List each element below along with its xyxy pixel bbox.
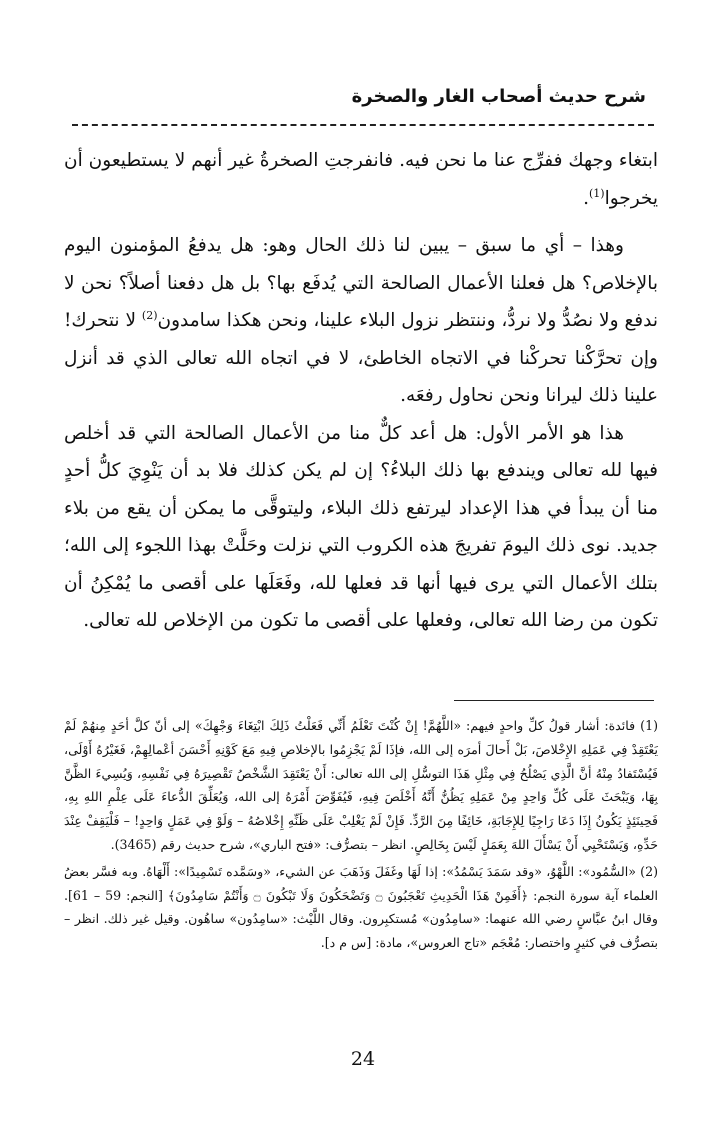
header-divider xyxy=(72,124,654,126)
running-header: شرح حديث أصحاب الغار والصخرة xyxy=(351,86,646,107)
footnote-ref-1[interactable]: (1) xyxy=(588,186,605,200)
paragraph-1-text: ابتغاء وجهك ففرِّج عنا ما نحن فيه. فانفرجتِ الصخرةُ غير أنهم لا يستطيعون أن يخرجوا xyxy=(64,150,658,209)
footnote-1: (1) فائدة: أشار قولُ كلِّ واحدٍ فيهم: «اللَّهُمَّ! إِنْ كُنْتَ تَعْلَمُ أَنِّي فَعَلْتُ ذَلِكَ ابْتِغَاءَ وَجْهِكَ» إلى أنّ كلَّ أحَدٍ مِنهُمْ لَمْ يَعْتَقِدْ فِي عَمَلِهِ الإِخْلاصَ، بَلْ أَحالَ أمرَه إلى الله، فإذَا لَمْ يَجْزِمُوا بالإخلاصِ فِيهِ مَعَ كَوْنِهِ أَحْسَنَ أعْمالِهِمْ، فَغَيْرُهُ أَوْلَى، فَيُسْتَفادُ مِنْهُ أنَّ الَّذِي يَصْلُحُ فِي مِثْلِ هَذَا التوسُّلِ إلى الله تعالى: أَنْ يَعْتَقِدَ الشَّخْصُ تَقْصِيرَهُ فِي نَفْسِهِ، وَيُسِيءَ الظَّنَّ بِهَا، وَيَبْحَثَ عَلَى كُلِّ وَاحِدٍ مِنْ عَمَلِهِ يَظُنُّ أَنَّهُ أَخْلَصَ فِيهِ، فَيُفَوِّضَ أَمْرَهُ إلى الله، وَيُعَلِّقَ الدُّعاءَ عَلَى عِلْمِ اللهِ بِهِ، فَحِينَئِذٍ يَكُونُ إِذَا دَعَا رَاجِيًا لِلإِجَابَةِ، خَائِفًا مِنَ الرَّدِّ. فَإِنْ لَمْ يَغْلِبْ عَلَى ظَنِّهِ إِخْلاصُهُ – وَلَوْ فِي عَمَلٍ وَاحِدٍ! – فَلْيَقِفْ عِنْدَ حَدِّهِ، وَيَسْتَحْيِي أَنْ يَسْأَلَ اللهَ بِعَمَلٍ لَيْسَ بِخَالِصٍ. انظر – بتصرُّف: «فتح الباري»، شرح حديث رقم (3465). xyxy=(64,718,658,852)
footnote-divider xyxy=(454,700,654,701)
footnotes xyxy=(64,714,658,955)
page-number: 24 xyxy=(350,1048,376,1070)
paragraph-3: هذا هو الأمر الأول: هل أعد كلٌّ منا من الأعمال الصالحة التي قد أخلص فيها لله تعالى ويندفع بها ذلك البلاءُ؟ إن لم يكن كذلك فلا بد أن يَنْوِيَ كلُّ أحدٍ منا أن يبدأ في هذا الإعداد ليرتفع ذلك البلاء، وليتوقَّى ما يمكن أن يقع من بلاء جديد. نوى ذلك اليومَ تفريجَ هذه الكروب التي نزلت وحَلَّتْ بهذا اللجوء إلى الله؛ بتلك الأعمال التي يرى فيها أنها قد فعلها لله، وفَعَلَها على أقصى ما يُمْكِنُ أن تكون من رضا الله تعالى، وفعلها على أقصى ما تكون من الإخلاص لله تعالى. xyxy=(64,422,658,631)
paragraph-1 xyxy=(64,142,658,217)
paragraph-2-text-b: لا نتحرك! وإن تحرَّكْنا تحركْنا في الاتجاه الخاطئ، لا في اتجاه الله تعالى الذي قد أنزل علينا ذلك ليرانا ونحن نحاول رفعَه. xyxy=(64,310,658,406)
paragraph-2 xyxy=(64,227,658,415)
paragraph-1-end: . xyxy=(583,187,589,209)
main-text xyxy=(64,142,658,640)
footnote-ref-2[interactable]: (2) xyxy=(141,308,158,322)
paragraph-2-text-a: وهذا – أي ما سبق – يبين لنا ذلك الحال وهو: هل يدفعُ المؤمنون اليوم بالإخلاص؟ هل فعلنا الأعمال الصالحة التي يُدفَع بها؟ بل هل دفعنا أصلاً؟ نحن لا ندفع ولا نصُدُّ ولا نردُّ، وننتظر نزول البلاء علينا، ونحن هكذا سامدون xyxy=(64,235,658,331)
footnote-2: (2) «السُّمُود»: اللَّهْوُ، «وقد سَمَدَ يَسْمُدُ»: إذا لَهَا وغَفَلَ وَذَهَبَ عن الشيء، «وسَمَّده تَسْمِيدًا»: أَلْهَاهُ. وبه فسَّر بعضُ العلماء آية سورة النجم: ﴿أَفَمِنْ هَذَا الْحَدِيثِ تَعْجَبُونَ ۝ وَتَضْحَكُونَ وَلَا تَبْكُونَ ۝ وَأَنْتُمْ سَامِدُونَ﴾ [النجم: 59 – 61]. وقال ابنُ عبَّاسٍ رضي الله عنهما: «سامِدُون» مُستكبِرون. وقال اللَّيْث: «سامِدُون» ساهُون. وقيل غير ذلك. انظر – بتصرُّف في كثيرٍ واختصار: مُعْجَم «تاج العروس»، مادة: [س م د]. xyxy=(64,863,659,951)
